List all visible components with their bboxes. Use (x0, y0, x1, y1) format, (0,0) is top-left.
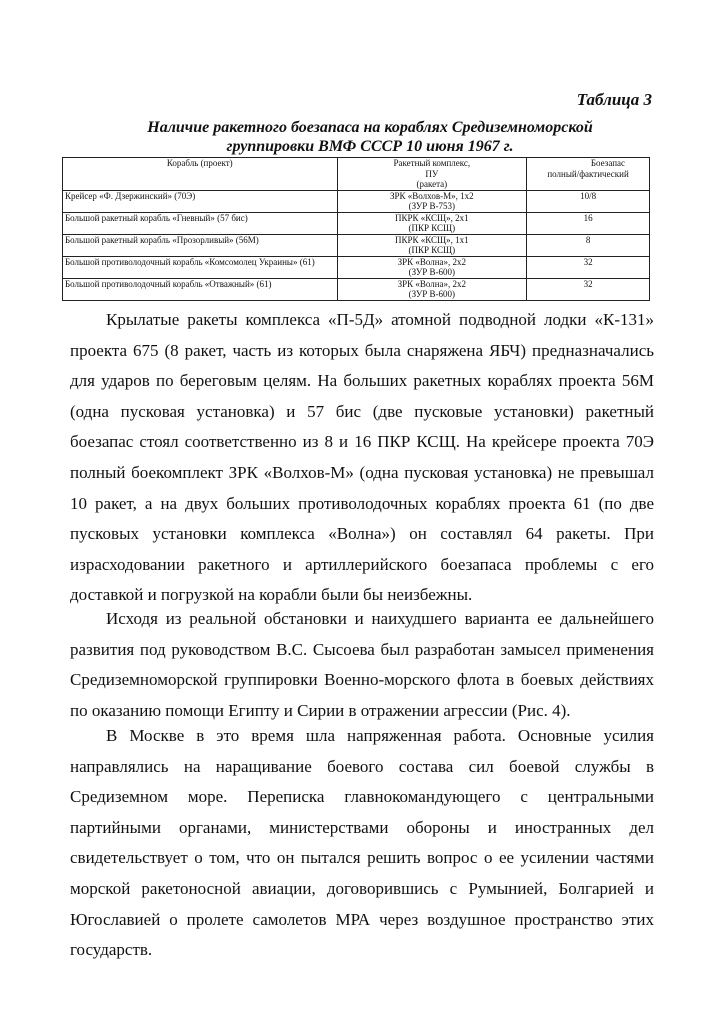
paragraph-text: Исходя из реальной обстановки и наихудшего варианта ее дальнейшего развития под руководством В.С. Сысоева был разработан замысел применения Средиземноморской группировки Военно-морского флота в боевых действиях по оказанию помощи Египту и Сирии в отражении агрессии (Рис. 4). (70, 609, 654, 720)
cell-complex-line-2: (ЗУР В-600) (408, 267, 456, 277)
cell-ship: Большой противолодочный корабль «Отважный» (61) (63, 278, 338, 300)
header-ammo (527, 158, 650, 191)
cell-complex (337, 256, 527, 278)
cell-ship: Большой противолодочный корабль «Комсомолец Украины» (61) (63, 256, 338, 278)
cell-complex (337, 234, 527, 256)
paragraph-text: В Москве в это время шла напряженная работа. Основные усилия направлялись на наращивание боевого состава сил боевой службы в Средиземном море. Переписка главнокомандующего с центральными партийными органами, министерствами обороны и иностранных дел свидетельствует о том, что он пытался решить вопрос о ее усилении частями морской ракетоносной авиации, договорившись с Румынией, Болгарией и Югославией о пролете самолетов МРА через воздушное пространство этих государств. (70, 726, 654, 960)
ammunition-table (62, 157, 650, 301)
table-row (63, 234, 650, 256)
cell-ammo: 16 (527, 212, 650, 234)
cell-ammo: 10/8 (527, 190, 650, 212)
cell-complex-line-2: (ПКР КСЩ) (408, 245, 456, 255)
table-number-label: Таблица 3 (576, 90, 652, 109)
cell-complex-line-1: ЗРК «Волна», 2х2 (397, 278, 467, 289)
cell-ammo: 8 (527, 234, 650, 256)
cell-ship: Большой ракетный корабль «Гневный» (57 бис) (63, 212, 338, 234)
paragraph-2 (70, 604, 654, 726)
cell-complex-line-1: ЗРК «Волхов-М», 1х2 (390, 190, 474, 201)
header-complex (337, 158, 527, 191)
cell-complex-line-1: ПКРК «КСЩ», 2х1 (395, 212, 469, 223)
header-ship: Корабль (проект) (63, 158, 338, 191)
table-caption-line-2: группировки ВМФ СССР 10 июня 1967 г. (226, 138, 514, 155)
header-complex-line-2: ПУ (425, 168, 439, 179)
cell-complex-line-1: ПКРК «КСЩ», 1х1 (395, 234, 469, 245)
table-row (63, 212, 650, 234)
cell-complex (337, 212, 527, 234)
paragraph-1 (70, 305, 654, 611)
table-row (63, 256, 650, 278)
cell-complex-line-1: ЗРК «Волна», 2х2 (397, 256, 467, 267)
cell-complex-line-2: (ЗУР В-753) (408, 201, 456, 211)
cell-complex-line-2: (ЗУР В-600) (408, 289, 456, 299)
table-header-row (63, 158, 650, 191)
header-complex-line-1: Ракетный комплекс, (393, 158, 471, 168)
table-row (63, 278, 650, 300)
table-caption-line-1: Наличие ракетного боезапаса на кораблях Средиземноморской (147, 119, 593, 136)
header-ammo-line-1: Боезапас (590, 158, 625, 168)
paragraph-text: Крылатые ракеты комплекса «П-5Д» атомной подводной лодки «К-131» проекта 675 (8 ракет, часть из которых была снаряжена ЯБЧ) предназначались для ударов по береговым целям. На больших ракетных кораблях проекта 56М (одна пусковая установка) и 57 бис (две пусковые установки) ракетный боезапас стоял соответственно из 8 и 16 ПКР КСЩ. На крейсере проекта 70Э полный боекомплект ЗРК «Волхов-М» (одна пусковая установка) не превышал 10 ракет, а на двух больших противолодочных кораблях проекта 61 (по две пусковых установки комплекса «Волна») он составлял 64 ракеты. При израсходовании ракетного и артиллерийского боезапаса проблемы с его доставкой и погрузкой на корабли были бы неизбежны. (70, 310, 654, 605)
paragraph-3 (70, 721, 654, 966)
cell-ship: Крейсер «Ф. Дзержинский» (70Э) (63, 190, 338, 212)
cell-ammo: 32 (527, 278, 650, 300)
cell-ammo: 32 (527, 256, 650, 278)
header-ammo-line-2: полный/фактический (547, 168, 629, 179)
cell-ship: Большой ракетный корабль «Прозорливый» (56М) (63, 234, 338, 256)
cell-complex (337, 190, 527, 212)
table-row (63, 190, 650, 212)
cell-complex-line-2: (ПКР КСЩ) (408, 223, 456, 233)
header-complex-line-3: (ракета) (416, 179, 448, 189)
table-caption (60, 118, 680, 156)
cell-complex (337, 278, 527, 300)
